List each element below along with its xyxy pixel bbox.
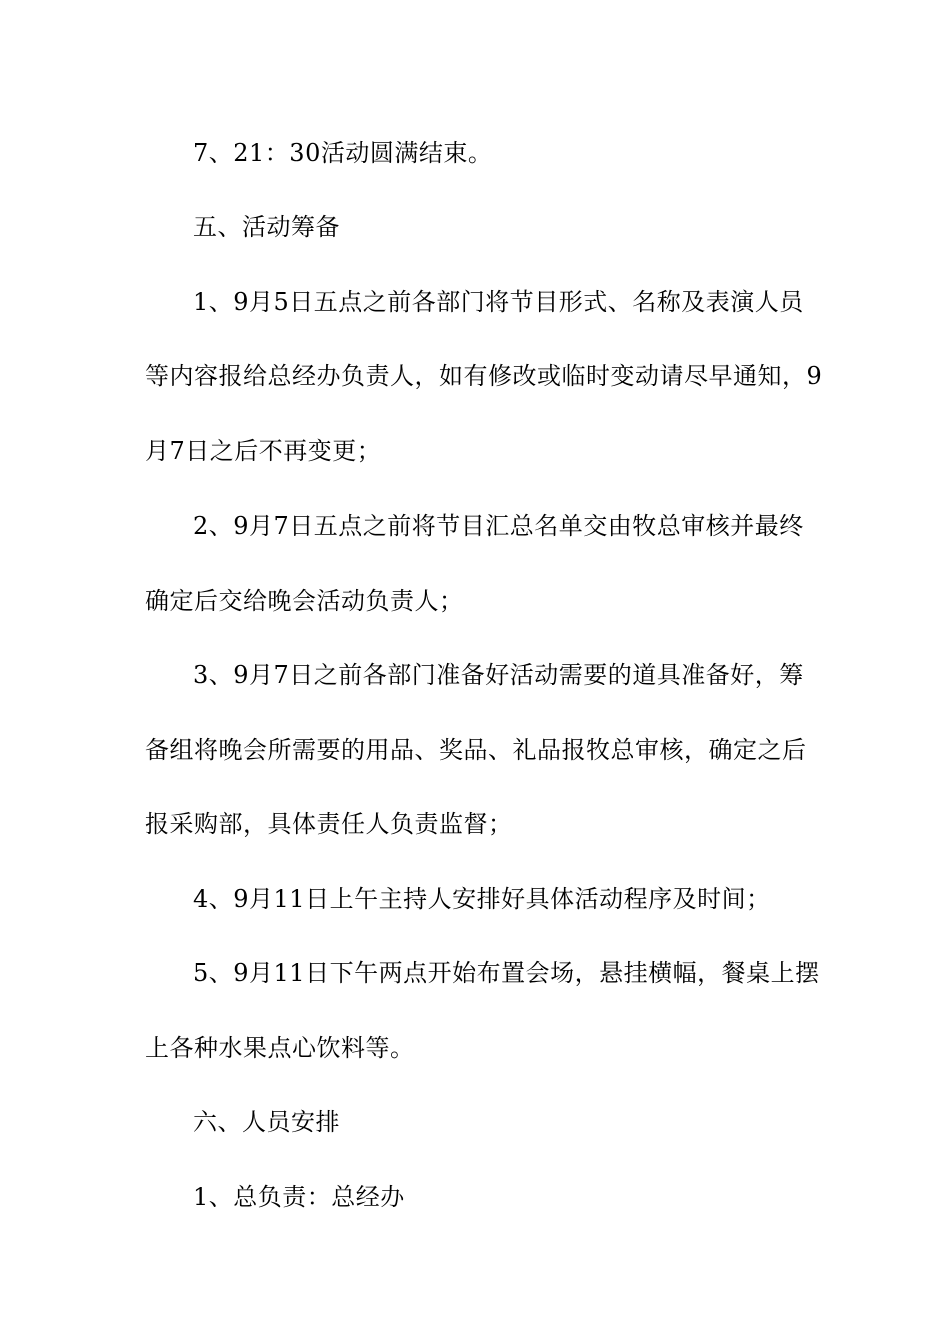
section-heading: 五、活动筹备	[193, 213, 340, 241]
text-line: 确定后交给晚会活动负责人；	[145, 587, 464, 615]
text-line: 2、9月7日五点之前将节目汇总名单交由牧总审核并最终	[193, 512, 804, 540]
text-line: 7、21：30活动圆满结束。	[193, 139, 493, 167]
text-line: 备组将晚会所需要的用品、奖品、礼品报牧总审核，确定之后	[145, 736, 807, 764]
text-line: 报采购部，具体责任人负责监督；	[145, 810, 513, 838]
text-line: 1、总负责：总经办	[193, 1183, 405, 1211]
text-line: 月7日之后不再变更；	[145, 437, 382, 465]
text-line: 4、9月11日上午主持人安排好具体活动程序及时间；	[193, 885, 771, 913]
text-line: 1、9月5日五点之前各部门将节目形式、名称及表演人员	[193, 288, 804, 316]
text-line: 3、9月7日之前各部门准备好活动需要的道具准备好，筹	[193, 661, 804, 689]
text-line: 5、9月11日下午两点开始布置会场，悬挂横幅，餐桌上摆	[193, 959, 820, 987]
text-line: 上各种水果点心饮料等。	[145, 1034, 415, 1062]
text-line: 等内容报给总经办负责人，如有修改或临时变动请尽早通知，9	[145, 362, 823, 390]
section-heading: 六、人员安排	[193, 1108, 340, 1136]
